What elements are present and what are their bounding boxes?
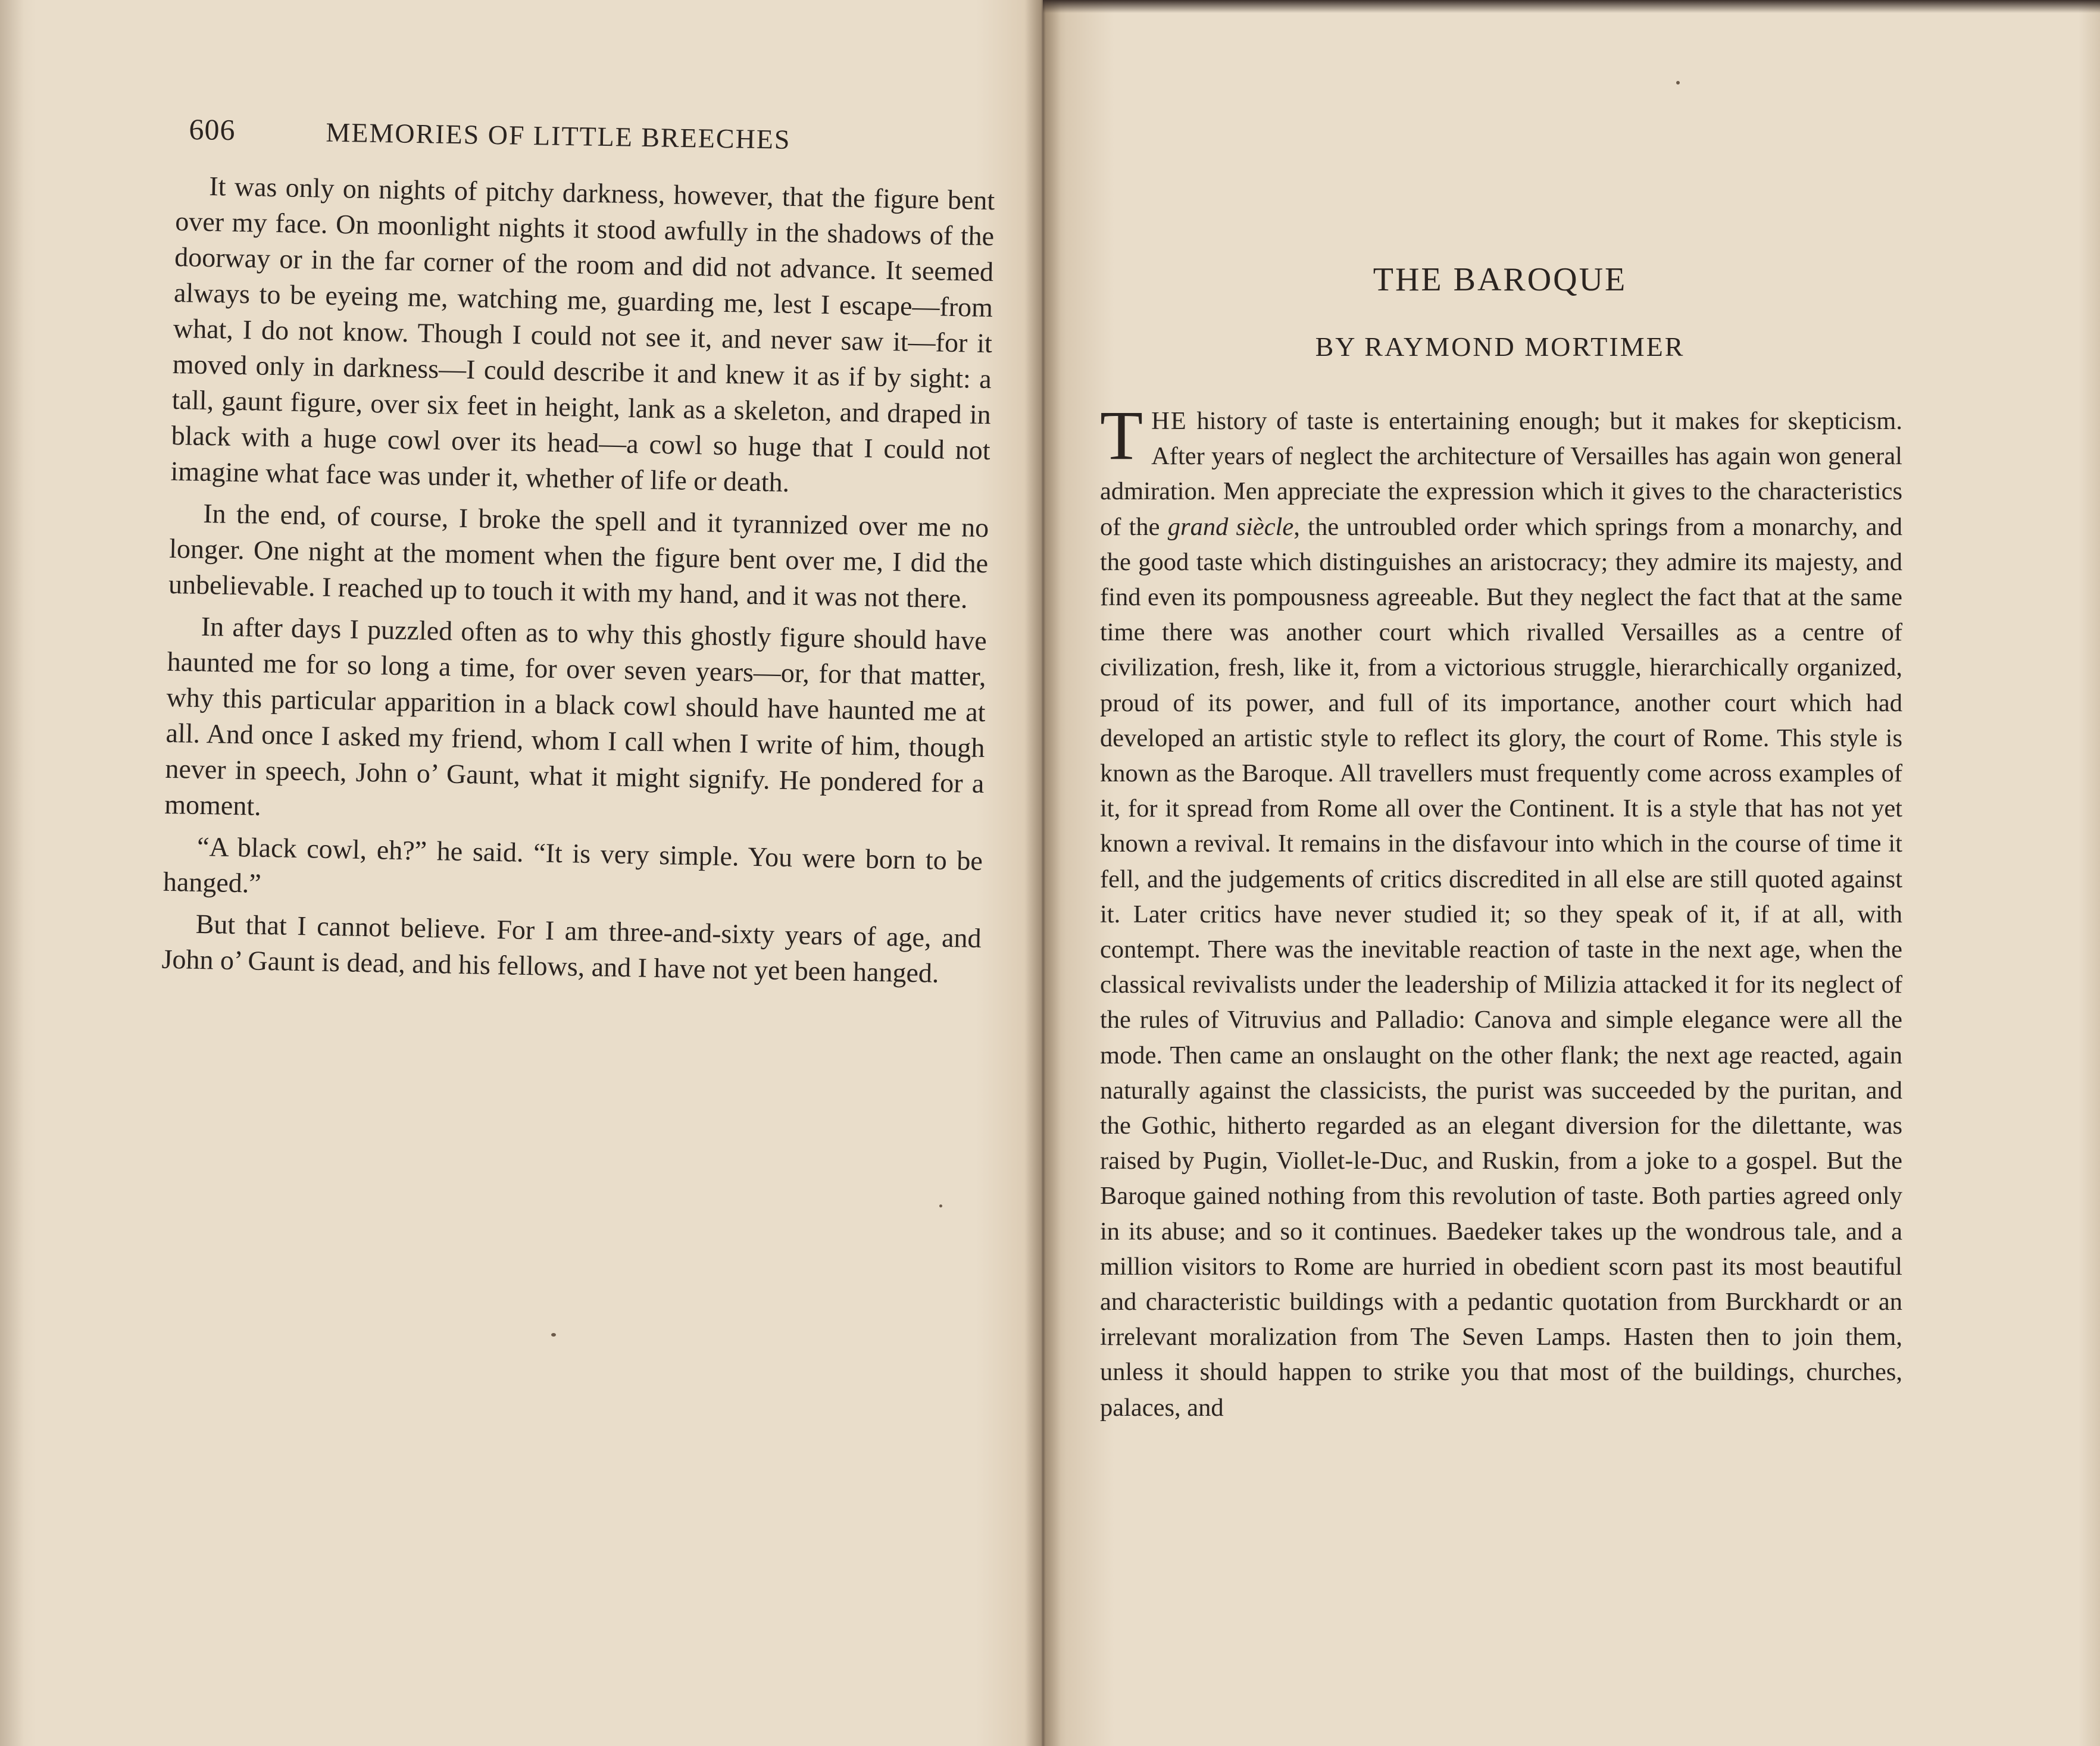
paragraph: In after days I puzzled often as to why this ghostly figure should have haunted me for so long a time, for over seven years—or, for that matter, why this particular apparition in a black cowl should have haunted me at all. And once I asked my friend, whom I call when I write of him, though never in speech, John o’ Gaunt, what it might signify. He pondered for a moment. (164, 611, 988, 821)
paper-speck (551, 1333, 556, 1337)
book-gutter (1025, 0, 1061, 1746)
body-text: history of taste is entertaining enough; but it makes for skepticism. After years of neglect the architecture of Versailles has again won general admiration. Men appreciate the expression which it gives to the characteristics of the (1100, 407, 1902, 541)
paragraph: But that I cannot believe. For I am three-and-sixty years of age, and John o’ Gaunt is dead, and his fellows, and I have not yet been hanged. (161, 908, 982, 988)
running-title: MEMORIES OF LITTLE BREECHES (326, 117, 791, 155)
top-edge (1043, 0, 2100, 13)
opening-paragraph (1100, 396, 1902, 1425)
paper-speck (1676, 81, 1680, 85)
paper-speck (939, 1204, 942, 1207)
article-byline: BY RAYMOND MORTIMER (1315, 331, 1685, 362)
page-edge-shadow (0, 0, 24, 1746)
paragraph: In the end, of course, I broke the spell and it tyrannized over me no longer. One night at the moment when the figure bent over me, I did the unbelievable. I reached up to touch it with my hand, and it was not there. (168, 497, 989, 614)
paragraph: “A black cowl, eh?” he said. “It is very simple. You were born to be hanged.” (162, 831, 983, 899)
page-number: 606 (189, 112, 236, 147)
running-head (189, 112, 993, 166)
left-page (0, 0, 1043, 1746)
lead-caps: HE (1151, 407, 1188, 435)
article-title: THE BAROQUE (1373, 261, 1627, 298)
right-page-body (1100, 396, 1902, 1425)
paragraph: It was only on nights of pitchy darkness, however, that the figure bent over my face. On moonlight nights it stood awfully in the shadows of the doorway or in the far corner of the room and did not advance. It seemed always to be eyeing me, watching me, guarding me, lest I escape—from what, I do not know. Though I could not see it, and never saw it—for it moved only in darkness—I could describe it and knew it as if by sight: a tall, gaunt figure, over six feet in height, lank as a skeleton, and draped in black with a huge cowl over its head—a cowl so huge that I could not imagine what face was under it, whether of life or death. (170, 171, 995, 497)
left-page-body (161, 168, 995, 998)
body-text-continued: , the untroubled order which springs from a monarchy, and the good taste which distinguishes an aristocracy; they admire its majesty, and find even its pompousness agreeable. But they neglect the fact that at the same time there was another court which rivalled Versailles as a centre of civilization, fresh, like it, from a victorious struggle, hierarchically organized, proud of its power, and full of its importance, another court which had developed an artistic style to reflect its glory, the court of Rome. This style is known as the Baroque. All travellers must frequently come across examples of it, for it spread from Rome all over the Continent. It is a style that has not yet known a revival. It remains in the disfavour into which in the course of time it fell, and the judgements of critics discredited in all else are still quoted against it. Later critics have never studied it; so they speak of it, if at all, with contempt. There was the inevitable reaction of taste in the next age, when the classical revivalists under the leadership of Milizia attacked it for its neglect of the rules of Vitruvius and Palladio: Canova and simple elegance were all the mode. Then came an onslaught on the other flank; the next age reacted, again naturally against the classicists, the purist was succeeded by the puritan, and the Gothic, hitherto regarded as an elegant diversion for the dilettante, was raised by Pugin, Viollet-le-Duc, and Ruskin, from a joke to a gospel. But the Baroque gained nothing from this revolution of taste. Both parties agreed only in its abuse; and so it continues. Baedeker takes up the wondrous tale, and a million visitors to Rome are hurried in obedient scorn past its most beautiful and characteristic buildings with a pedantic quotation from Burckhardt or an irrelevant moralization from The Seven Lamps. Hasten then to join them, unless it should happen to strike you that most of the buildings, churches, palaces, and (1100, 512, 1902, 1422)
drop-cap: T (1100, 396, 1143, 474)
italic-phrase: grand siècle (1167, 512, 1294, 541)
